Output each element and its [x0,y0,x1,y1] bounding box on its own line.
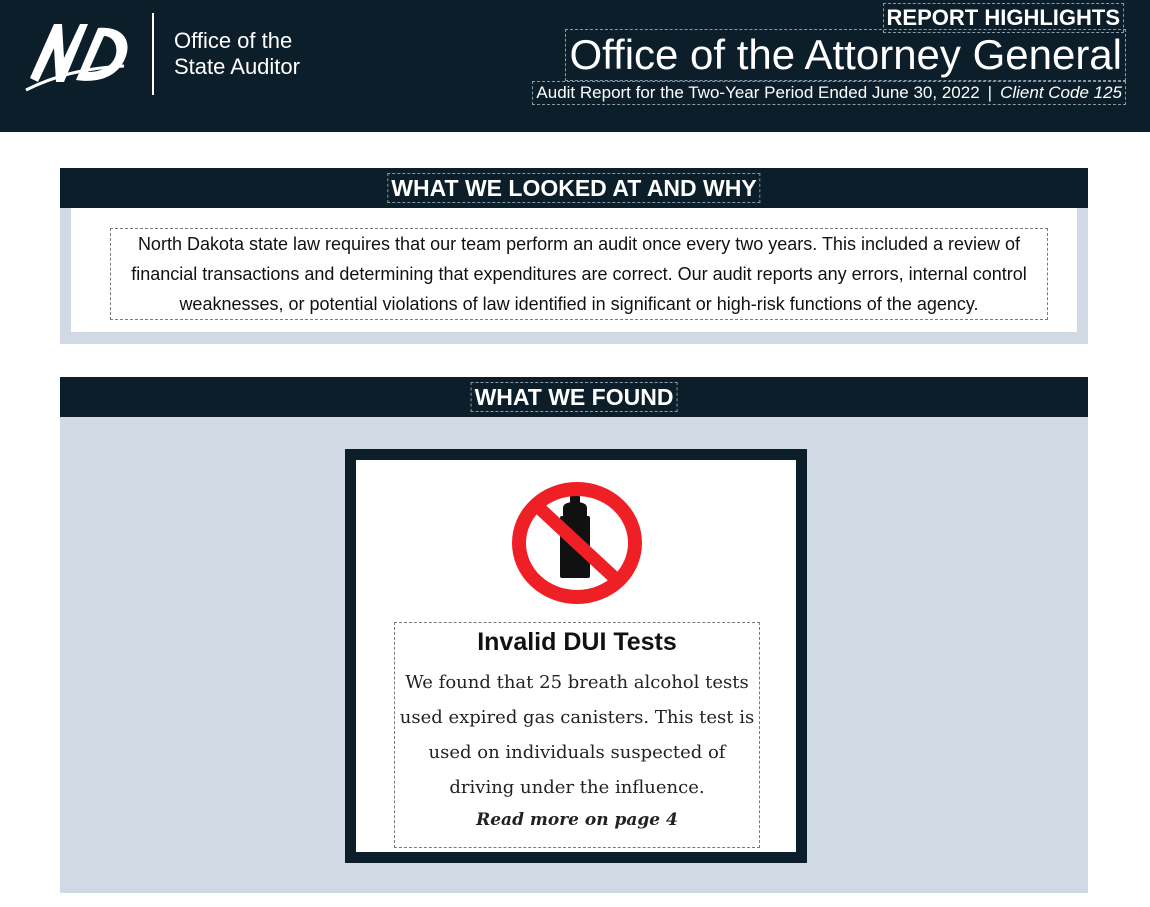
office-name [174,28,300,80]
section-content [71,208,1077,332]
logo-divider [152,13,154,95]
audit-period: Audit Report for the Two-Year Period Ended June 30, 2022 [536,83,980,102]
office-name-line2: State Auditor [174,54,300,79]
finding-description: We found that 25 breath alcohol tests used expired gas canisters. This test is used on individuals suspected of driving under the influence. [399,672,755,798]
finding-card [345,449,807,863]
section-heading: WHAT WE FOUND [471,382,678,412]
report-header [0,0,1150,132]
section-heading: WHAT WE LOOKED AT AND WHY [387,173,760,203]
report-title: Office of the Attorney General [565,29,1126,81]
finding-card-inner [356,460,796,852]
read-more-link[interactable]: Read more on page 4 [476,810,678,830]
no-canister-icon [509,480,645,606]
finding-title: Invalid DUI Tests [477,628,677,656]
section-what-we-looked-at [60,168,1088,344]
finding-text-box [394,622,760,848]
section-header [60,168,1088,208]
report-subtitle [532,81,1126,105]
report-highlights-label: REPORT HIGHLIGHTS [883,3,1124,33]
section-what-we-found [60,377,1088,893]
nd-logo-icon [24,14,134,92]
section-header [60,377,1088,417]
section-paragraph: North Dakota state law requires that our team perform an audit once every two years. This included a review of financial transactions and determining that expenditures are correct. Our audit reports any errors, internal control weaknesses, or potential violations of law identified in significant or high-risk functions of the agency. [110,228,1048,320]
subtitle-separator: | [987,83,993,102]
office-name-line1: Office of the [174,28,293,53]
client-code: Client Code 125 [1000,83,1122,102]
